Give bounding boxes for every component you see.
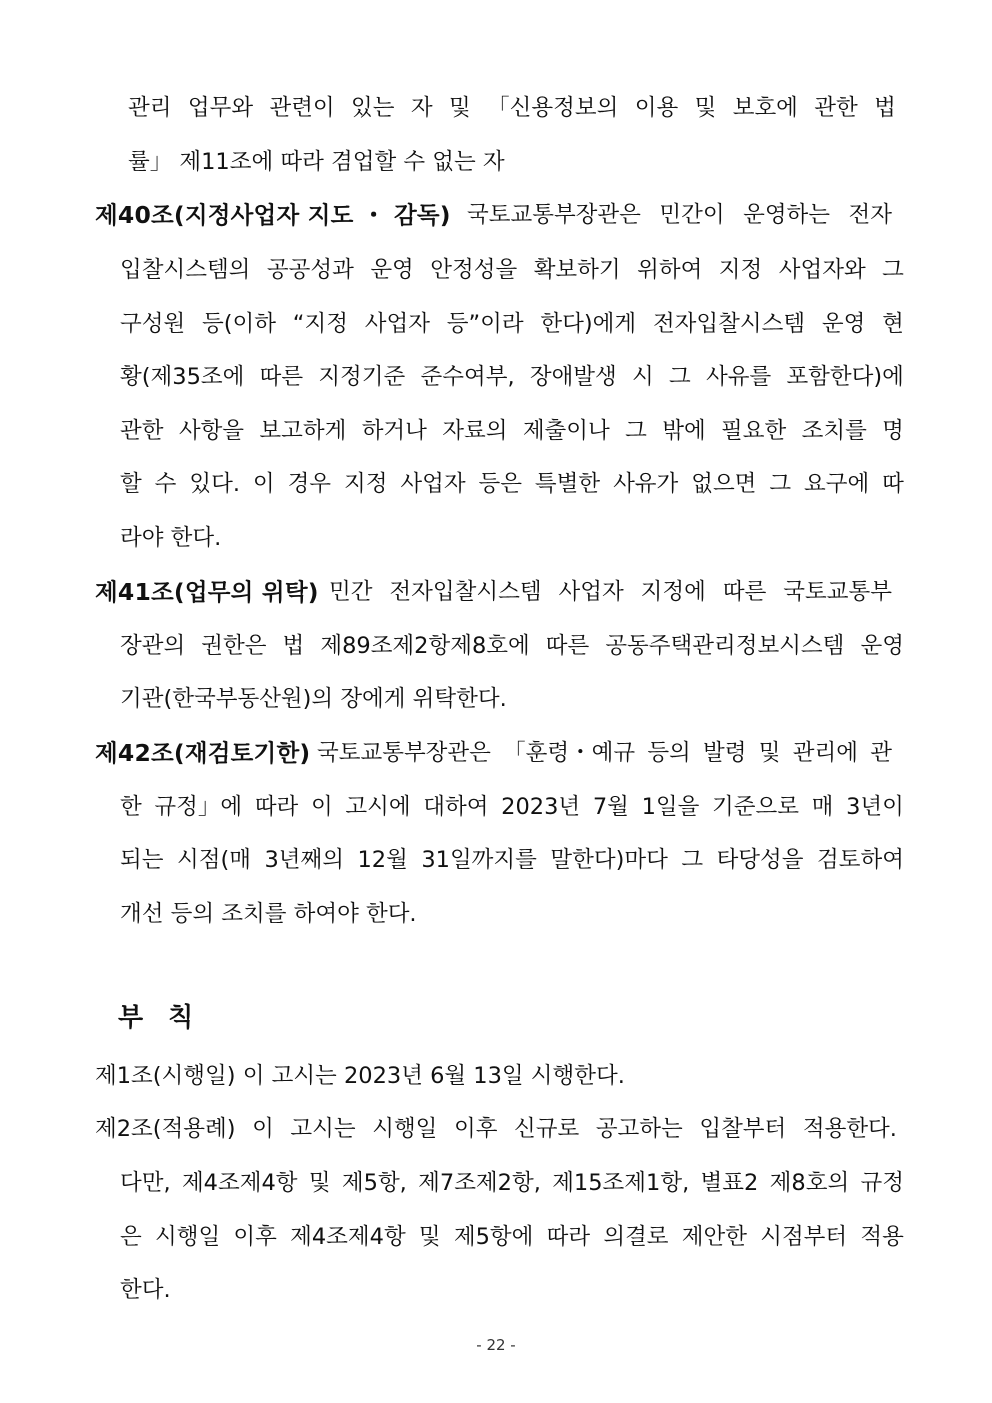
word: 관 [870,740,892,766]
word: 관한 [120,418,164,444]
word: 전자입찰시스템 [652,311,806,337]
word: 12월 [357,847,408,873]
word: 3년이 [846,794,904,820]
word: 「훈령・예규 [503,740,636,766]
supplementary-article-1 [95,1056,992,1096]
word: 한다)에게 [540,311,637,337]
word: 및 [758,740,781,766]
word: 관리에 [792,740,858,766]
word: 3년째의 [264,847,344,873]
article-41-first-text [329,572,892,612]
word: 사업자 [400,471,466,497]
word: 되는 [120,847,164,873]
word: 수 [154,471,177,497]
word: 자료의 [442,418,508,444]
word: 적용한다. [802,1116,897,1142]
word: 국토교통부장관은 [467,202,641,228]
supplementary-provisions-title: 부 칙 [118,1003,202,1033]
word: 사업자 [558,579,624,605]
word: 고시는 [290,1116,356,1142]
word: 말한다)마다 [550,847,668,873]
justified-line [120,787,904,827]
word: 따른 [259,364,304,390]
word: 위하여 [637,257,703,283]
word: 사항을 [178,418,245,444]
word: 입찰부터 [699,1116,787,1142]
word: 7월 [592,794,629,820]
body-text-line [120,894,992,934]
word: 권한은 [201,633,267,659]
word: 시 [632,364,654,390]
body-text: 한다. [120,1277,171,1303]
body-text-line [120,1163,992,1203]
word: 안정성을 [430,257,518,283]
body-text-line [120,840,992,880]
body-text-line [120,304,992,344]
word: 관한 [814,95,858,121]
justified-line [120,411,904,451]
word: 사업자와 [778,257,866,283]
word: 규정 [860,1170,904,1196]
word: 제2조(적용례) [95,1116,236,1142]
word: 있다. [189,471,240,497]
justified-line [317,733,892,773]
word: 발령 [703,740,747,766]
article-40-heading: 제40조(지정사업자 지도 ・ 감독) [95,201,451,229]
justified-line [120,304,904,344]
word: 및 [694,95,717,121]
word: 따른 [545,633,590,659]
justified-line [128,88,896,128]
word: 그 [681,847,704,873]
word: 운영 [821,311,866,337]
word: 제5항에 [453,1224,534,1250]
word: 신규로 [514,1116,580,1142]
body-text-line [120,1270,992,1310]
word: 구성원 [120,311,186,337]
justified-line [120,464,904,504]
word: 특별한 [534,471,601,497]
body-text: 제1조(시행일) 이 고시는 2023년 6월 13일 시행한다. [95,1063,625,1089]
word: 등의 [647,740,691,766]
word: 황(제35조에 [120,364,245,390]
word: 제15조제1항, [552,1170,690,1196]
word: 시점부터 [760,1224,848,1250]
article-40-first-text [467,195,892,235]
body-text-line [120,626,992,666]
word: 공동주택관리정보시스템 [605,633,845,659]
word: 관련이 [269,95,335,121]
word: 적용 [860,1224,904,1250]
justified-line [120,1163,904,1203]
word: 밖에 [662,418,706,444]
body-text-line [120,250,992,290]
word: 제출이나 [522,418,610,444]
body-text-line [120,1217,992,1257]
page-number: - 22 - [476,1336,516,1354]
word: 다만, [120,1170,171,1196]
word: 31일까지를 [421,847,537,873]
word: 공공성과 [266,257,354,283]
word: 관리 [128,95,172,121]
word: 입찰시스템의 [120,257,251,283]
word: 보호에 [732,95,798,121]
body-text-line [128,142,992,182]
article-40-first-line [95,195,992,235]
word: 제안한 [681,1224,747,1250]
word: 지정 [718,257,763,283]
word: 따라 [546,1224,591,1250]
word: 운영 [370,257,414,283]
body-text-line [128,88,992,128]
word: 확보하기 [533,257,621,283]
word: 이용 [634,95,679,121]
word: 운영하는 [743,202,831,228]
word: 그 [625,418,647,444]
word: 조치를 [801,418,867,444]
word: 지정기준 [318,364,406,390]
word: 그 [882,257,904,283]
word: 및 [418,1224,441,1250]
word: 타당성을 [716,847,804,873]
word: 이후 [453,1116,498,1142]
word: 이 [252,471,275,497]
word: 제5항, [341,1170,407,1196]
word: 법 [874,95,896,121]
body-text: 률」 제11조에 따라 겸업할 수 없는 자 [128,149,505,175]
word: 그 [769,471,792,497]
word: 요구에 [804,471,870,497]
word: 준수여부, [420,364,515,390]
word: 대하여 [423,794,489,820]
word: 국토교통부 [783,579,892,605]
word: 따라 [254,794,299,820]
word: 이후 [233,1224,277,1250]
word: 있는 [351,95,395,121]
article-42-heading: 제42조(재검토기한) [95,739,311,767]
word: 등”이라 [446,311,524,337]
word: 「신용정보의 [487,95,619,121]
word: 제7조제2항, [418,1170,541,1196]
article-42-first-text [317,733,892,773]
justified-line [120,626,904,666]
word: 및 [308,1170,331,1196]
word: 명 [882,418,904,444]
word: 사유를 [705,364,772,390]
word: 보고하게 [259,418,347,444]
word: 따 [882,471,904,497]
word: 제4조제4항 [290,1224,406,1250]
body-text: 개선 등의 조치를 하여야 한다. [120,901,417,927]
word: 고시에 [345,794,411,820]
word: 등(이하 [202,311,276,337]
word: 이 [252,1116,274,1142]
body-text-line [120,464,992,504]
word: 없으면 [691,471,757,497]
word: 제89조제2항제8호에 [320,633,530,659]
word: 2023년 [501,794,581,820]
justified-line [120,357,904,397]
word: 할 [120,471,142,497]
word: 경우 [287,471,332,497]
body-text-line [120,411,992,451]
word: 사유가 [613,471,679,497]
word: 지정 [343,471,388,497]
word: 따른 [722,579,767,605]
word: 매 [811,794,834,820]
word: 그 [669,364,691,390]
word: 별표2 [700,1170,759,1196]
word: 공고하는 [595,1116,683,1142]
body-text-line [120,357,992,397]
word: 이 [310,794,333,820]
word: 등은 [478,471,522,497]
supplementary-article-2-line [95,1109,992,1149]
word: 운영 [860,633,904,659]
justified-line [120,840,904,880]
word: 민간이 [659,202,725,228]
word: 제8호의 [769,1170,850,1196]
word: 의결로 [603,1224,669,1250]
word: 업무와 [187,95,254,121]
word: 자 [410,95,433,121]
word: 제4조제4항 [181,1170,298,1196]
word: 은 [120,1224,142,1250]
word: 전자 [848,202,892,228]
word: 및 [449,95,471,121]
justified-line [329,572,892,612]
word: 사업자 [364,311,430,337]
word: 기준으로 [712,794,799,820]
justified-line [120,1217,904,1257]
article-42-first-line [95,733,992,773]
word: 법 [282,633,305,659]
body-text-line [120,679,992,719]
article-41-heading: 제41조(업무의 위탁) [95,578,319,606]
justified-line [95,1109,897,1149]
word: 규정」에 [154,794,243,820]
word: 필요한 [721,418,787,444]
word: 시행일 [372,1116,438,1142]
word: 전자입찰시스템 [389,579,542,605]
body-text: 라야 한다. [120,525,222,551]
word: 1일을 [641,794,700,820]
justified-line [120,250,904,290]
word: 장관의 [120,633,186,659]
word: 현 [882,311,904,337]
word: 시점(매 [176,847,251,873]
word: 포함한다)에 [786,364,904,390]
word: 민간 [329,579,373,605]
word: 검토하여 [817,847,904,873]
word: 시행일 [154,1224,221,1250]
word: 지정에 [640,579,706,605]
body-text-line [120,787,992,827]
word: 장애발생 [529,364,617,390]
article-41-first-line [95,572,992,612]
body-text-line [120,518,992,558]
word: “지정 [292,311,348,337]
body-text: 기관(한국부동산원)의 장에게 위탁한다. [120,686,507,712]
word: 하거나 [361,418,427,444]
word: 한 [120,794,142,820]
word: 국토교통부장관은 [317,740,491,766]
justified-line [467,195,892,235]
